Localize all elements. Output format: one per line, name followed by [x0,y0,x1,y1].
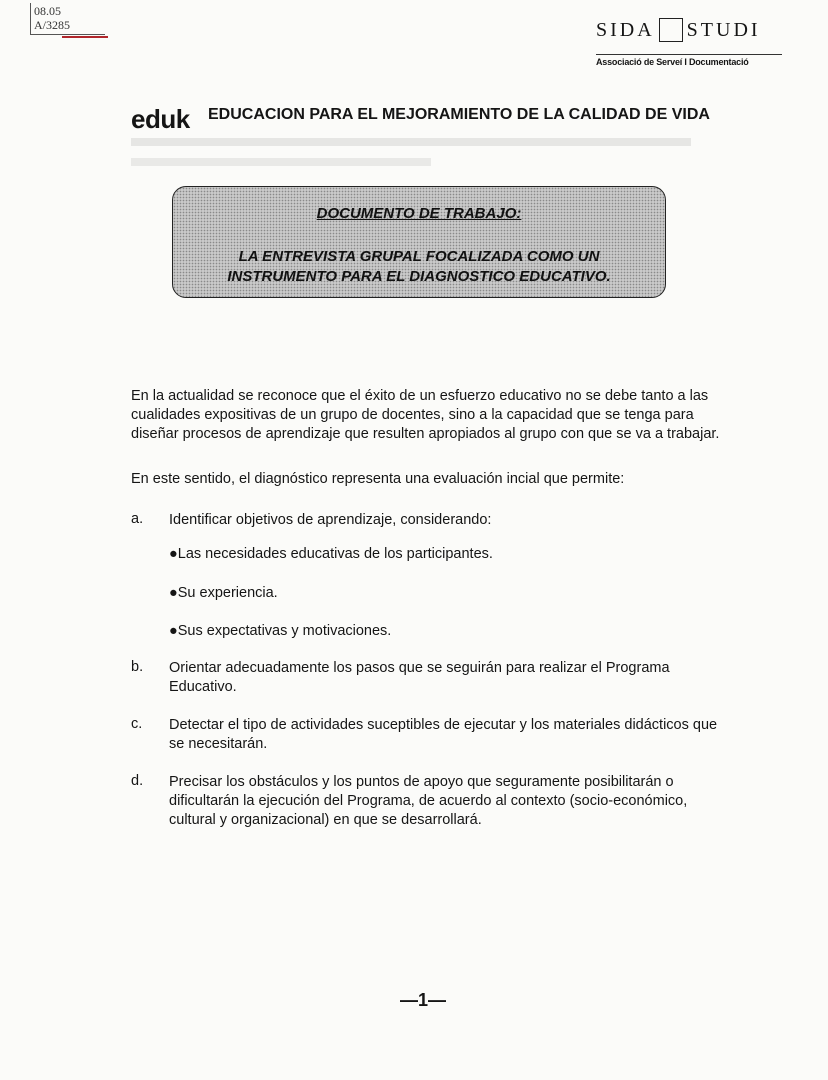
intro-paragraph: En la actualidad se reconoce que el éxito de un esfuerzo educativo no se debe tanto a las cualidades expositivas de un grupo de docentes, sino a la capacidad que se tenga para diseñar procesos de aprendizaje que resulten apropiados al grupo con que se va a trabajar. [131,388,720,442]
panel-subtitle-line2: INSTRUMENTO PARA EL DIAGNOSTICO EDUCATIVO. [227,268,611,285]
list-item: Orientar adecuadamente los pasos que se seguirán para realizar el Programa Educativo. [169,660,670,695]
list-marker: b. [131,659,144,675]
list-marker: c. [131,716,143,732]
diagnosis-paragraph: En este sentido, el diagnóstico representa una evaluación incial que permite: [131,471,625,487]
panel-subtitle [173,247,665,287]
page-number: —1— [400,990,447,1010]
list-marker: d. [131,773,144,789]
archive-stamp [34,4,70,32]
list-item: Identificar objetivos de aprendizaje, considerando: [169,512,492,528]
bullet-item: ●Su experiencia. [169,585,278,601]
red-mark [62,36,108,38]
archive-code: 08.05 [34,4,61,18]
brand-name: eduk [131,104,190,134]
sida-studi-logo [596,18,786,78]
working-document-panel [172,186,666,298]
bullet-item: ●Sus expectativas y motivaciones. [169,623,392,639]
archive-number: A/3285 [34,18,70,32]
list-item: Precisar los obstáculos y los puntos de apoyo que seguramente posibilitarán o dificultarán la ejecución del Programa, de acuerdo al contexto (socio-económico, cultural y organizacional) en que se desarrollará. [169,774,688,828]
bullet-item: ●Las necesidades educativas de los participantes. [169,546,493,562]
bleed-through-text [131,132,721,166]
panel-subtitle-line1: LA ENTREVISTA GRUPAL FOCALIZADA COMO UN [238,248,600,265]
logo-square-icon [659,18,683,42]
logo-text-left: SIDA [596,18,655,41]
list-marker: a. [131,511,144,527]
logo-subtitle: Associació de Serveí I Documentació [596,57,749,67]
list-item: Detectar el tipo de actividades suceptibles de ejecutar y los materiales didácticos que se necesitarán. [169,717,718,752]
logo-text-right: STUDI [686,18,761,41]
panel-heading: DOCUMENTO DE TRABAJO: [316,205,522,222]
document-title: EDUCACION PARA EL MEJORAMIENTO DE LA CALIDAD DE VIDA [208,106,710,123]
logo-rule [596,54,782,55]
